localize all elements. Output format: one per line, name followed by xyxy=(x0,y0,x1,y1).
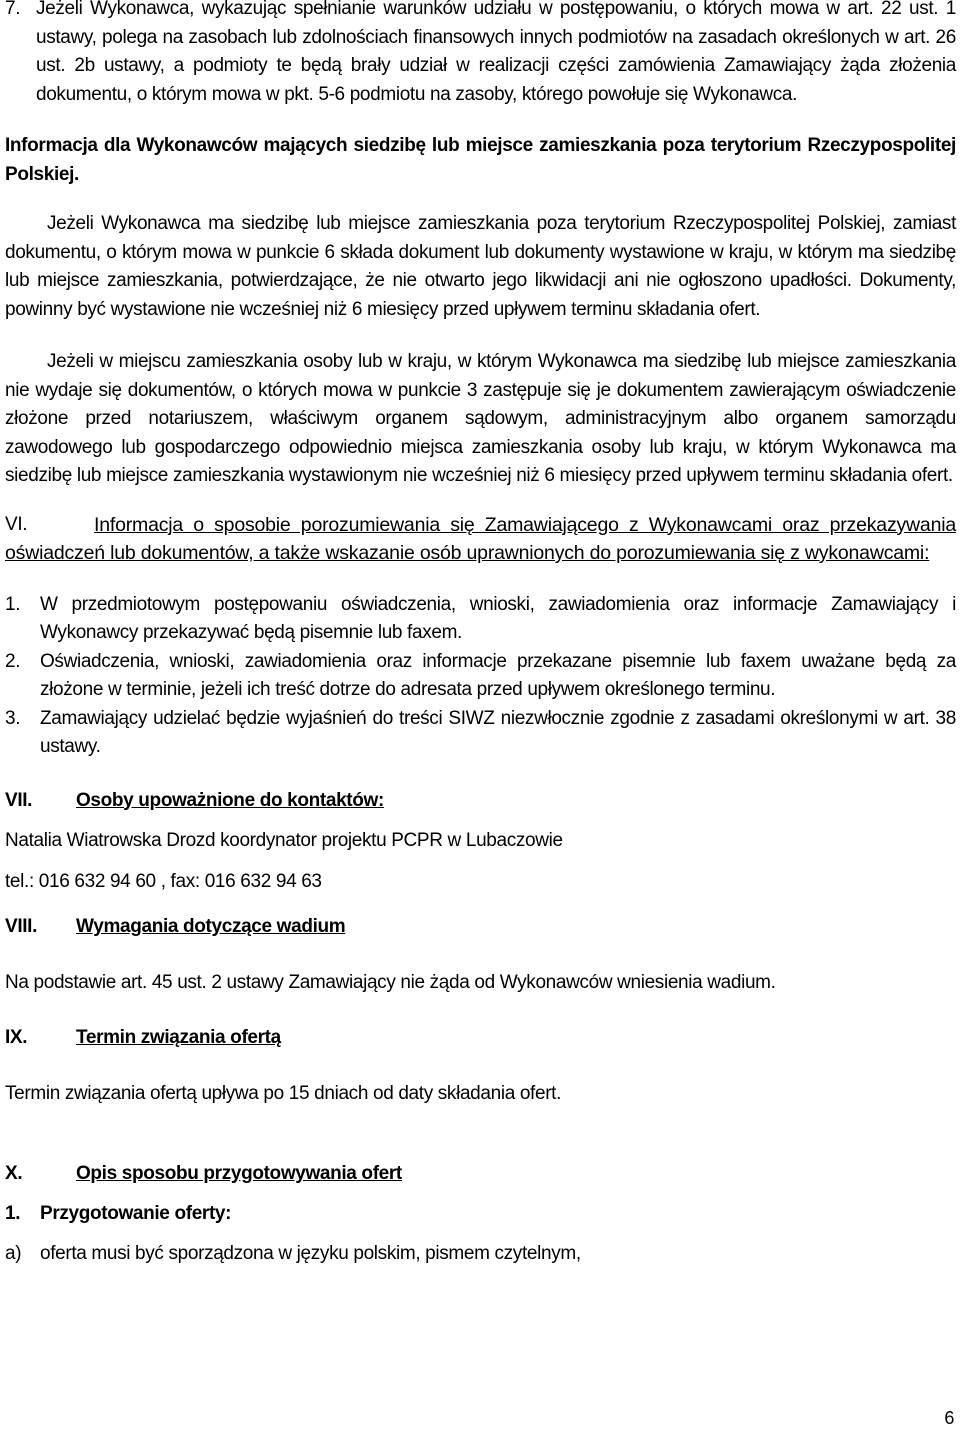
contact-phone-fax: tel.: 016 632 94 60 , fax: 016 632 94 63 xyxy=(5,870,322,892)
section-viii-number: VIII. xyxy=(5,916,38,937)
contact-person: Natalia Wiatrowska Drozd koordynator projektu PCPR w Lubaczowie xyxy=(5,830,563,851)
foreign-contractors-heading: Informacja dla Wykonawców mających siedzibę lub miejsce zamieszkania poza terytorium Rzeczypospolitej Polskiej. xyxy=(5,135,956,185)
section-vi-number: VI. xyxy=(5,513,28,535)
list-item-number: 2. xyxy=(5,650,21,672)
section-ix-number: IX. xyxy=(5,1027,28,1048)
subsection-1-title: Przygotowanie oferty: xyxy=(40,1202,232,1224)
foreign-paragraph-2: Jeżeli w miejscu zamieszkania osoby lub w kraju, w którym Wykonawca ma siedzibę lub miejsce zamieszkania nie wydaje się dokumentów, o których mowa w punkcie 3 zastępuje się je dokumentem zawierającym oświadczenie złożone przed notariuszem, właściwym organem sądowym, administracyjnym albo organem samorządu zawodowego lub gospodarczego odpowiednio miejsca zamieszkania osoby lub kraju, w którym Wykonawca ma siedzibę lub miejsce zamieszkania wystawionym nie wcześniej niż 6 miesięcy przed upływem terminu składania ofert. xyxy=(5,351,956,486)
section-vi-list xyxy=(5,591,956,762)
item-7-number: 7. xyxy=(5,0,21,19)
section-vii-title: Osoby upoważnione do kontaktów: xyxy=(76,789,384,811)
point-a-text: oferta musi być sporządzona w języku polskim, pismem czytelnym, xyxy=(40,1243,581,1264)
list-item xyxy=(5,705,956,762)
section-ix-heading xyxy=(5,1024,956,1053)
list-item-text: Zamawiający udzielać będzie wyjaśnień do treści SIWZ niezwłocznie zgodnie z zasadami określonymi w art. 38 ustawy. xyxy=(40,707,956,757)
section-vi-title: Informacja o sposobie porozumiewania się Zamawiającego z Wykonawcami oraz przekazywania oświadczeń lub dokumentów, a także wskazanie osób uprawnionych do porozumiewania się z wykonawcami: xyxy=(5,513,956,564)
item-7-text: Jeżeli Wykonawca, wykazując spełnianie warunków udziału w postępowaniu, o których mowa w art. 22 ust. 1 ustawy, polega na zasobach lub zdolnościach finansowych innych podmiotów na zasadach określonych w art. 26 ust. 2b ustawy, a podmioty te będą brały udział w realizacji części zamówienia Zamawiający żąda złożenia dokumentu, o którym mowa w pkt. 5-6 podmiotu na zasoby, którego powołuje się Wykonawca. xyxy=(36,0,956,105)
section-ix-text: Termin związania ofertą upływa po 15 dniach od daty składania ofert. xyxy=(5,1082,562,1104)
section-viii-heading xyxy=(5,913,956,942)
list-item-number: 3. xyxy=(5,707,21,729)
list-item-text: Oświadczenia, wnioski, zawiadomienia oraz informacje przekazane pisemnie lub faxem uważane będą za złożone w terminie, jeżeli ich treść dotrze do adresata przed upływem określonego terminu. xyxy=(40,650,956,700)
section-x-heading xyxy=(5,1160,956,1189)
subsection-1-heading xyxy=(5,1200,956,1229)
section-viii-text: Na podstawie art. 45 ust. 2 ustawy Zamawiający nie żąda od Wykonawców wniesienia wadium. xyxy=(5,971,776,993)
page-number: 6 xyxy=(944,1408,954,1428)
section-vii-number: VII. xyxy=(5,789,33,811)
section-x-title: Opis sposobu przygotowywania ofert xyxy=(76,1163,402,1184)
point-a xyxy=(5,1240,956,1269)
foreign-paragraph-1: Jeżeli Wykonawca ma siedzibę lub miejsce zamieszkania poza terytorium Rzeczypospolitej Polskiej, zamiast dokumentu, o którym mowa w punkcie 6 składa dokument lub dokumenty wystawione w kraju, w którym ma siedzibę lub miejsce zamieszkania, potwierdzające, że nie otwarto jego likwidacji ani nie ogłoszono upadłości. Dokumenty, powinny być wystawione nie wcześniej niż 6 miesięcy przed upływem terminu składania ofert. xyxy=(5,213,956,320)
list-item-text: W przedmiotowym postępowaniu oświadczenia, wnioski, zawiadomienia oraz informacje Zamawiający i Wykonawcy przekazywać będą pisemnie lub faxem. xyxy=(40,593,956,643)
subsection-1-number: 1. xyxy=(5,1202,21,1224)
section-vii-heading xyxy=(5,787,956,816)
point-a-letter: a) xyxy=(5,1243,22,1264)
section-x-number: X. xyxy=(5,1163,23,1184)
list-item xyxy=(5,648,956,705)
section-viii-title: Wymagania dotyczące wadium xyxy=(76,916,346,937)
list-item-number: 1. xyxy=(5,593,21,615)
section-ix-title: Termin związania ofertą xyxy=(76,1027,281,1048)
list-item xyxy=(5,591,956,648)
document-page xyxy=(5,0,956,1269)
item-7-paragraph xyxy=(5,0,956,109)
